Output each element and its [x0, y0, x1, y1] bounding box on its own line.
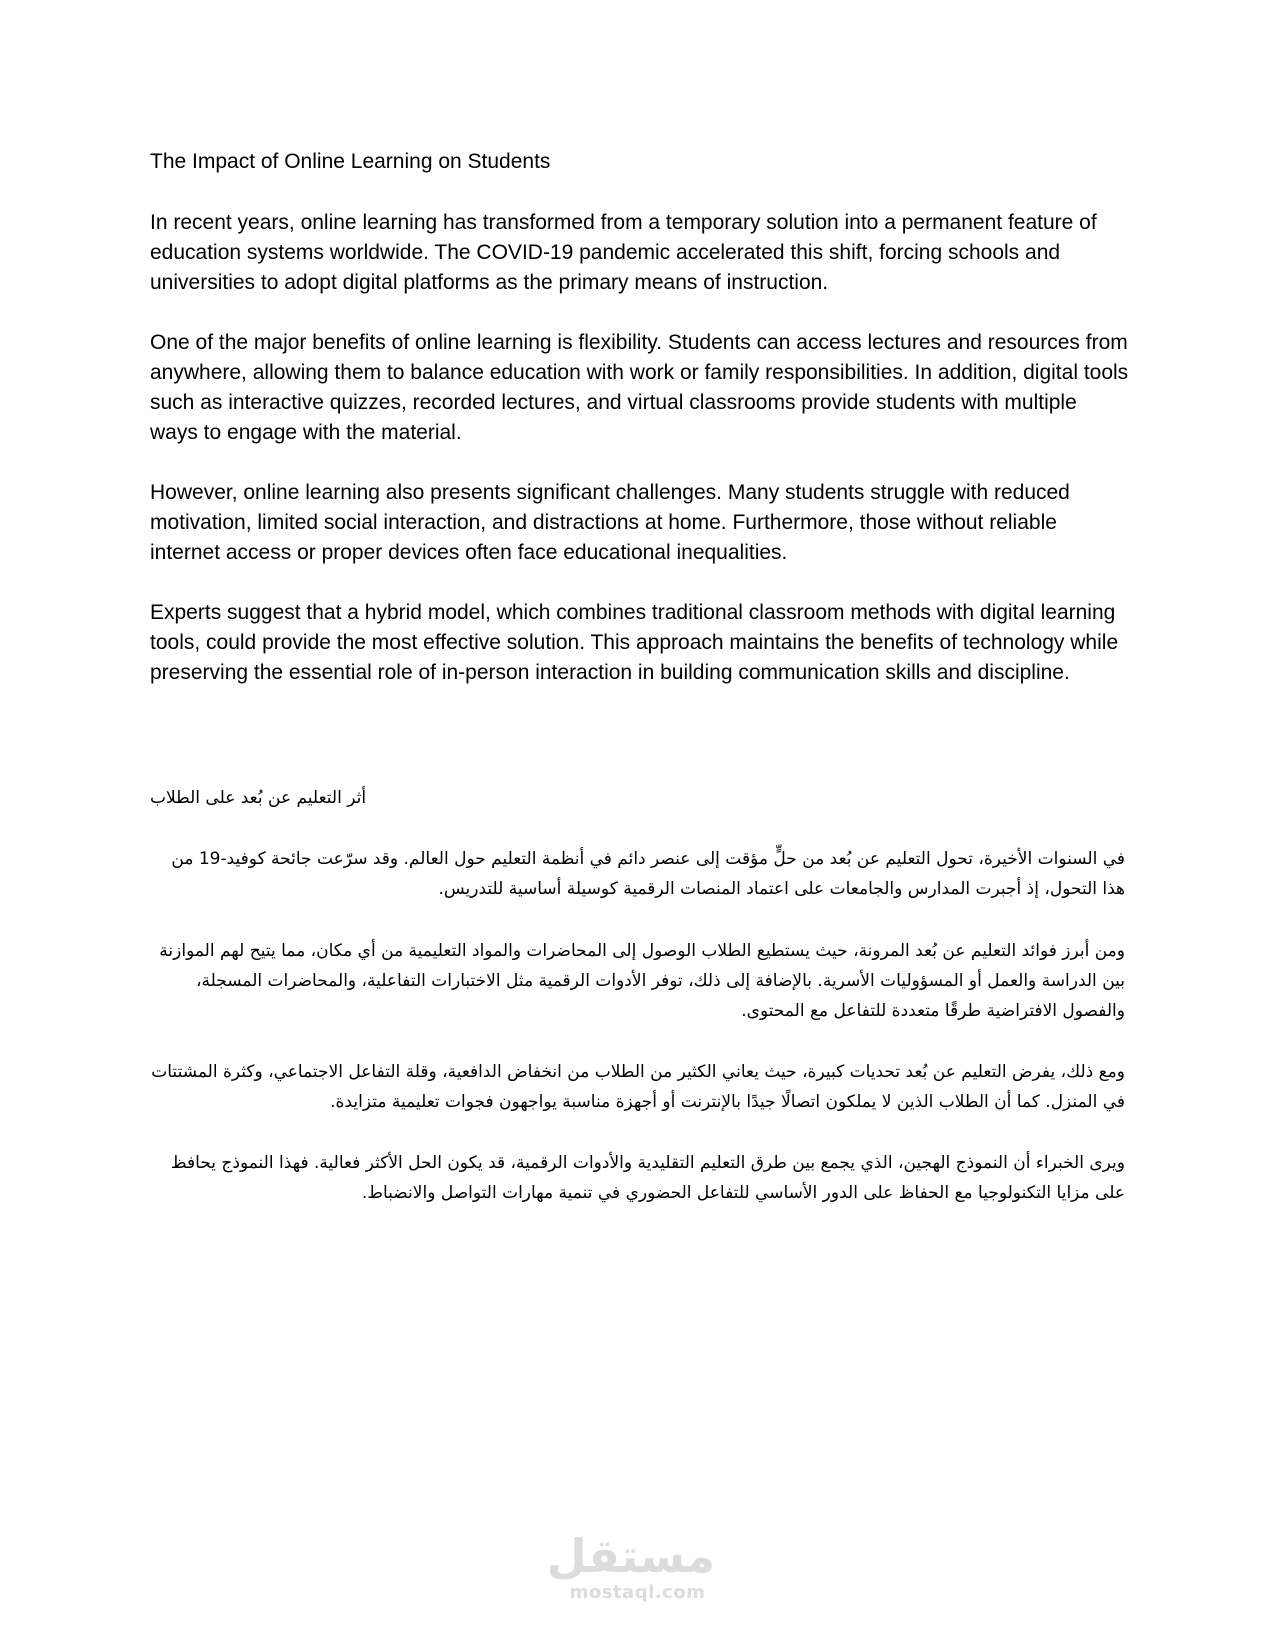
arabic-paragraph-4: ويرى الخبراء أن النموذج الهجين، الذي يجمع بين طرق التعليم التقليدية والأدوات الرقمية، قد يكون الحل الأكثر فعالية. فهذا النموذج يحافظ على مزايا التكنولوجيا مع الحفاظ على الدور الأساسي للتفاعل الحضوري في تنمية مهارات التواصل والانضباط. [170, 1153, 1125, 1203]
english-paragraph-3: However, online learning also presents significant challenges. Many students struggle with reduced motivation, limited social interaction, and distractions at home. Furthermore, those without reliable internet access or proper devices often face educational inequalities. [150, 481, 1070, 564]
arabic-title: أثر التعليم عن بُعد على الطلاب [150, 788, 367, 808]
arabic-paragraph-1: في السنوات الأخيرة، تحول التعليم عن بُعد من حلٍّ مؤقت إلى عنصر دائم في أنظمة التعليم حول العالم. وقد سرّعت جائحة كوفيد-19 من هذا التحول، إذ أجبرت المدارس والجامعات على اعتماد المنصات الرقمية كوسيلة أساسية للتدريس. [171, 849, 1125, 899]
english-paragraph-1: In recent years, online learning has transformed from a temporary solution into a permanent feature of education systems worldwide. The COVID-19 pandemic accelerated this shift, forcing schools and universities to adopt digital platforms as the primary means of instruction. [150, 211, 1097, 294]
arabic-paragraph-3: ومع ذلك، يفرض التعليم عن بُعد تحديات كبيرة، حيث يعاني الكثير من الطلاب من انخفاض الدافعية، وقلة التفاعل الاجتماعي، وكثرة المشتتات في المنزل. كما أن الطلاب الذين لا يملكون اتصالًا جيدًا بالإنترنت أو أجهزة مناسبة يواجهون فجوات تعليمية متزايدة. [151, 1062, 1125, 1112]
arabic-paragraph-2: ومن أبرز فوائد التعليم عن بُعد المرونة، حيث يستطيع الطلاب الوصول إلى المحاضرات والمواد التعليمية من أي مكان، مما يتيح لهم الموازنة بين الدراسة والعمل أو المسؤوليات الأسرية. بالإضافة إلى ذلك، توفر الأدوات الرقمية مثل الاختبارات التفاعلية، والمحاضرات المسجلة، والفصول الافتراضية طرقًا متعددة للتفاعل مع المحتوى. [159, 941, 1125, 1021]
watermark-domain: mostaql.com [569, 1582, 706, 1603]
watermark-logo: مستقل [546, 1529, 715, 1583]
english-title: The Impact of Online Learning on Students [150, 150, 551, 173]
english-paragraph-4: Experts suggest that a hybrid model, which combines traditional classroom methods with digital learning tools, could provide the most effective solution. This approach maintains the benefits of technology while preserving the essential role of in-person interaction in building communication skills and discipline. [150, 601, 1119, 684]
english-paragraph-2: One of the major benefits of online learning is flexibility. Students can access lectures and resources from anywhere, allowing them to balance education with work or family responsibilities. In addition, digital tools such as interactive quizzes, recorded lectures, and virtual classrooms provide students with multiple ways to engage with the material. [150, 331, 1129, 444]
mostaql-watermark [546, 1529, 715, 1604]
